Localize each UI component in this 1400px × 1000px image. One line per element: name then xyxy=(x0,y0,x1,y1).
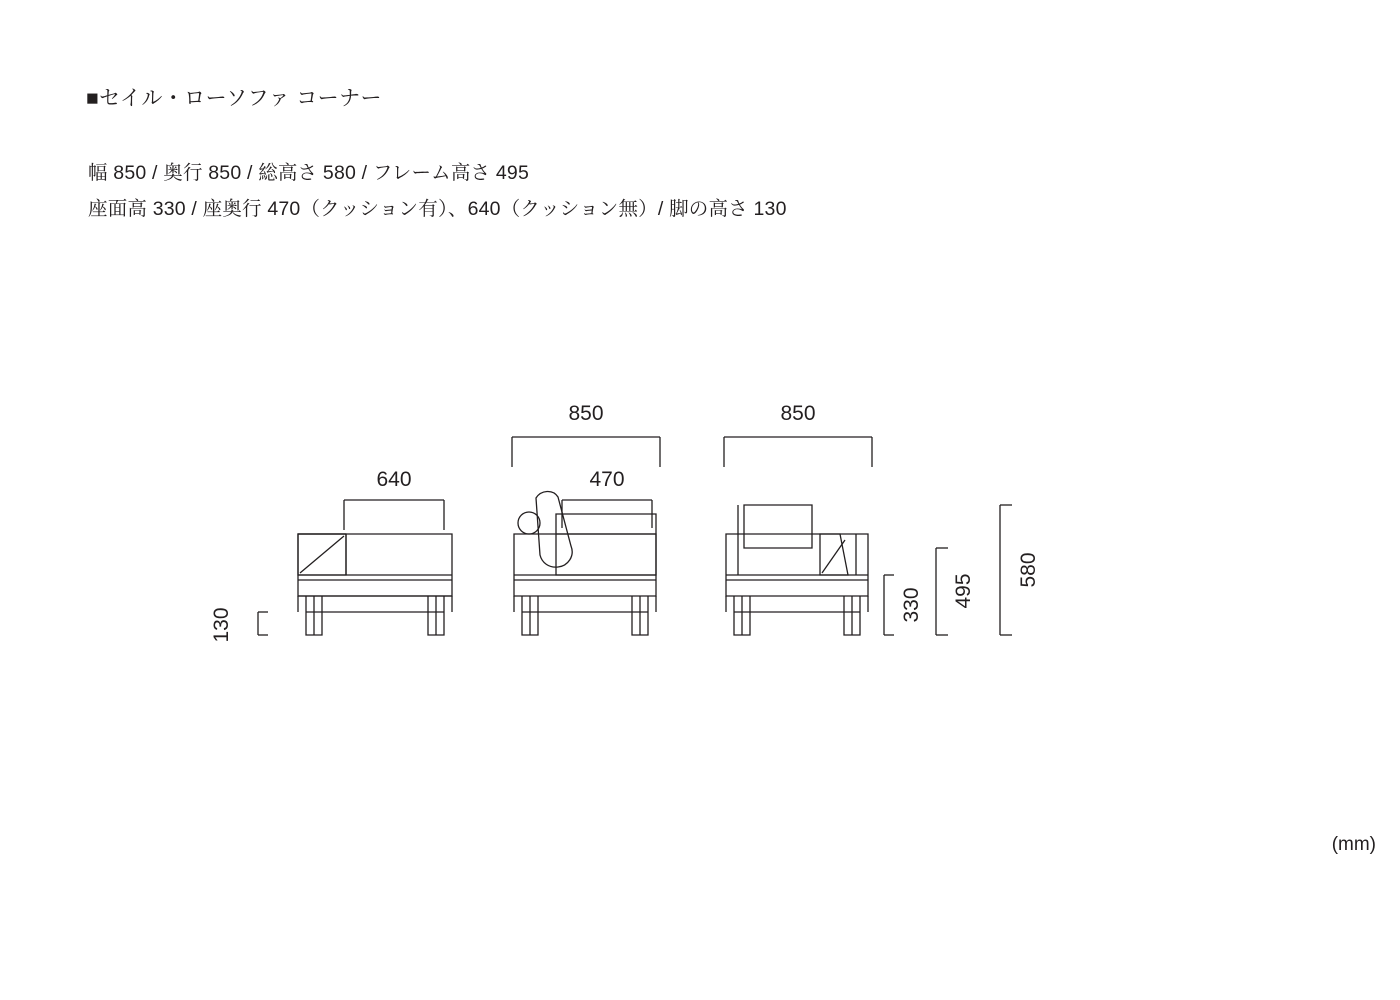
dim-label-850-front: 850 xyxy=(568,402,604,425)
spec-line-2: 座面高 330 / 座奥行 470（クッション有）、640（クッション無）/ 脚の高さ 130 xyxy=(88,198,787,220)
dim-label-330: 330 xyxy=(900,587,923,623)
dim-label-640: 640 xyxy=(376,468,412,491)
dim-label-580: 580 xyxy=(1017,552,1040,588)
spec-line-1: 幅 850 / 奥行 850 / 総高さ 580 / フレーム高さ 495 xyxy=(88,162,530,184)
dim-label-495: 495 xyxy=(952,573,975,609)
front-view xyxy=(512,437,660,635)
unit-note: (mm) xyxy=(1331,834,1376,855)
dim-label-130: 130 xyxy=(210,607,233,643)
side-view xyxy=(258,500,452,635)
dim-label-850-back: 850 xyxy=(780,402,816,425)
page-title: ■セイル・ローソファ コーナー xyxy=(86,87,382,110)
dim-label-470: 470 xyxy=(589,468,625,491)
